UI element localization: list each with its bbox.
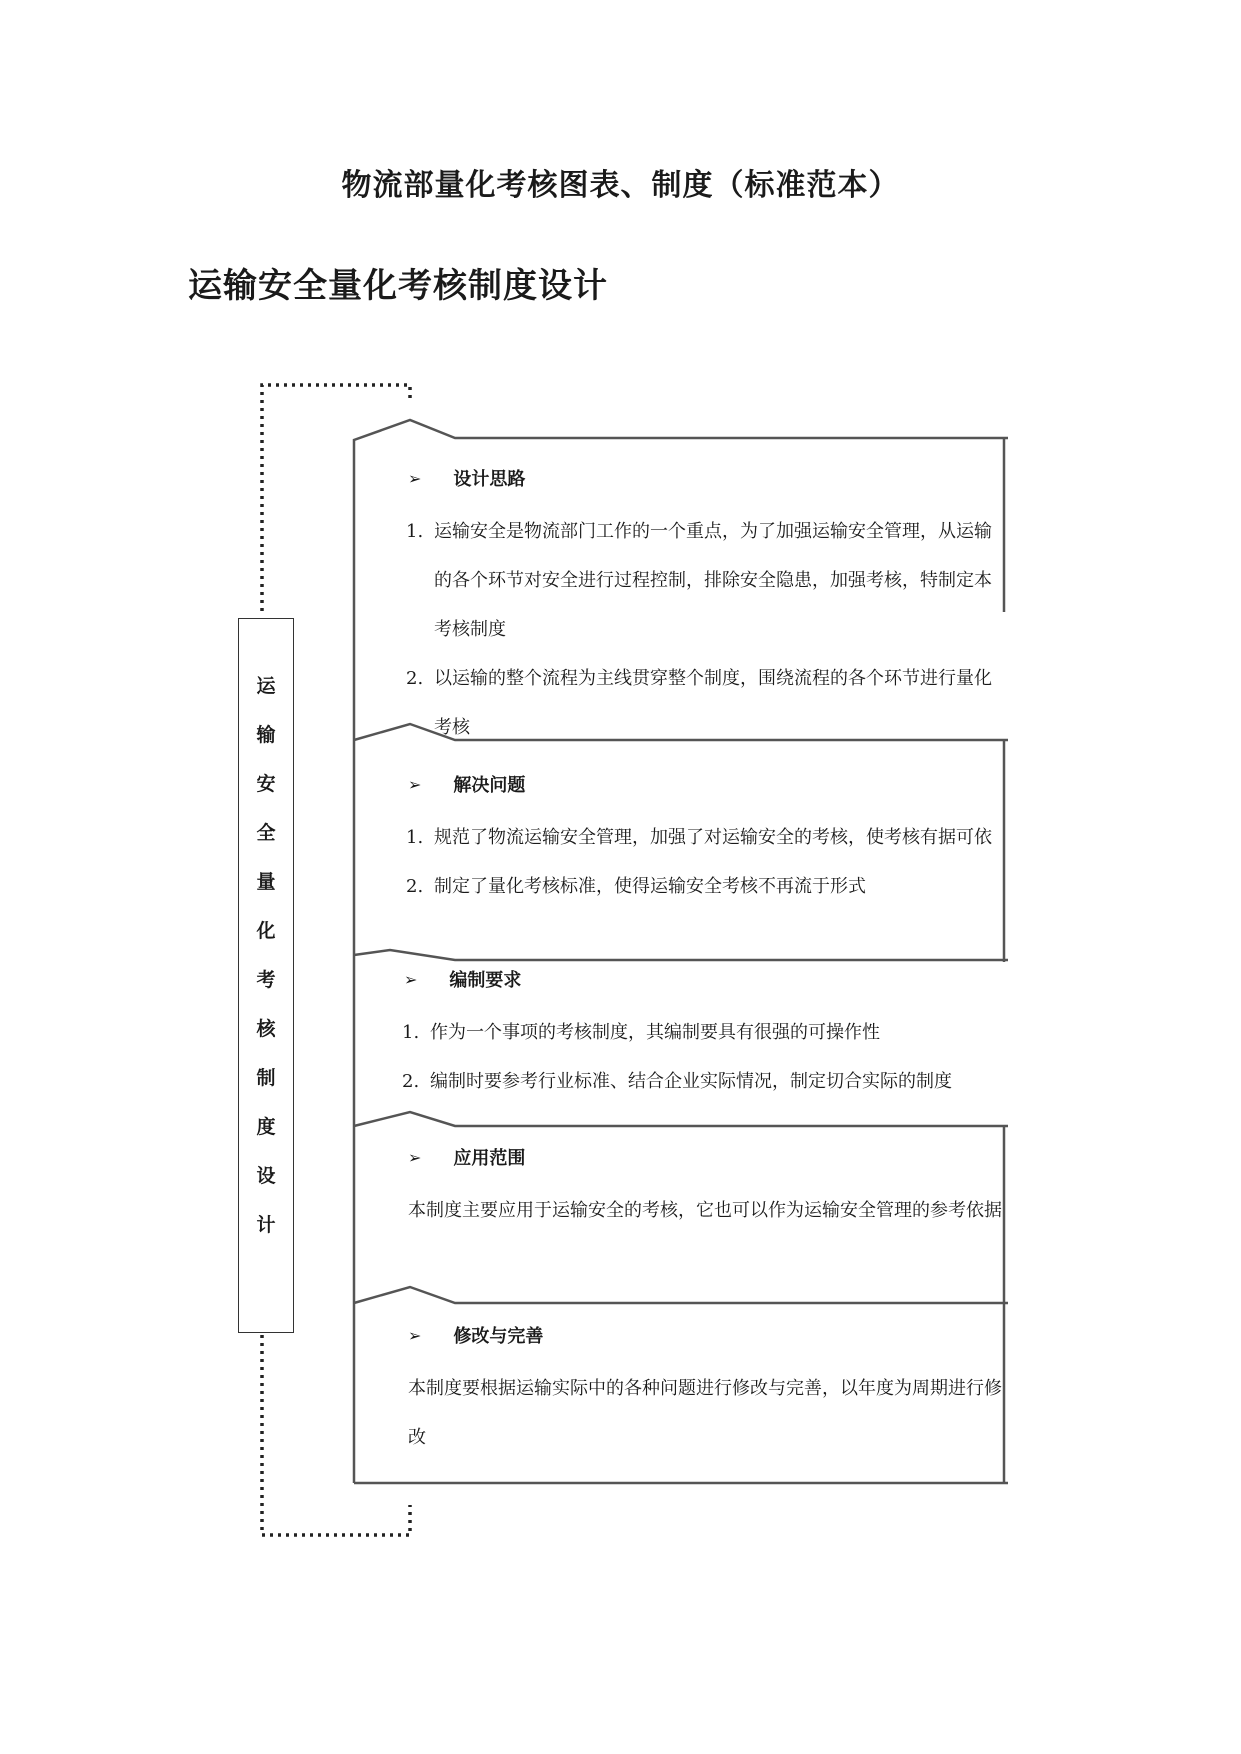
- heading-text: 设计思路: [453, 469, 526, 490]
- page-title: 物流部量化考核图表、制度（标准范本）: [341, 168, 900, 203]
- item-text: 规范了物流运输安全管理，加强了对运输安全的考核，使考核有据可依: [434, 827, 992, 848]
- panel-heading: [408, 771, 1008, 797]
- section-title: 运输安全量化考核制度设计: [188, 266, 608, 306]
- panel-design-approach: [358, 465, 1008, 752]
- item-number: 2.: [402, 1071, 420, 1092]
- list-item: [406, 654, 1008, 752]
- panel-revision: [358, 1322, 1008, 1462]
- vertical-char: 核: [256, 1018, 276, 1040]
- panel-application-scope: [358, 1144, 1008, 1235]
- heading-text: 修改与完善: [453, 1326, 544, 1347]
- arrow-bullet-icon: ➢: [408, 1325, 422, 1345]
- vertical-char: 设: [256, 1165, 276, 1187]
- arrow-bullet-icon: ➢: [408, 468, 422, 488]
- item-text: 编制时要参考行业标准、结合企业实际情况，制定切合实际的制度: [430, 1071, 952, 1092]
- vertical-char: 制: [256, 1067, 276, 1089]
- panel-heading: [408, 1144, 1008, 1170]
- item-text: 作为一个事项的考核制度，其编制要具有很强的可操作性: [430, 1022, 880, 1043]
- list-item: [406, 813, 1008, 862]
- panel-heading: [404, 966, 1008, 992]
- heading-text: 编制要求: [449, 970, 522, 991]
- panel-heading: [408, 1322, 1008, 1348]
- vertical-char: 计: [256, 1214, 276, 1236]
- list-item: [402, 1008, 1008, 1057]
- vertical-char: 输: [256, 724, 276, 746]
- item-number: 2.: [406, 876, 424, 897]
- arrow-bullet-icon: ➢: [408, 774, 422, 794]
- list-item: [402, 1057, 1008, 1106]
- list-item: [406, 862, 1008, 911]
- item-number: 1.: [402, 1022, 420, 1043]
- vertical-char: 化: [256, 920, 276, 942]
- item-text: 以运输的整个流程为主线贯穿整个制度，围绕流程的各个环节进行量化考核: [434, 668, 992, 738]
- heading-text: 应用范围: [453, 1148, 526, 1169]
- heading-text: 解决问题: [453, 775, 526, 796]
- item-text: 制定了量化考核标准，使得运输安全考核不再流于形式: [434, 876, 866, 897]
- vertical-char: 量: [256, 871, 276, 893]
- panel-text: 本制度要根据运输实际中的各种问题进行修改与完善，以年度为周期进行修改: [408, 1378, 1002, 1448]
- vertical-char: 度: [256, 1116, 276, 1138]
- list-item: [406, 507, 1008, 654]
- item-number: 2.: [406, 668, 424, 689]
- arrow-bullet-icon: ➢: [408, 1147, 422, 1167]
- vertical-char: 安: [256, 773, 276, 795]
- vertical-label-box: [238, 618, 294, 1333]
- panel-problems-solved: [358, 771, 1008, 911]
- item-number: 1.: [406, 521, 424, 542]
- panel-compilation-requirements: [358, 966, 1008, 1106]
- vertical-char: 全: [256, 822, 276, 844]
- item-text: 运输安全是物流部门工作的一个重点，为了加强运输安全管理，从运输的各个环节对安全进行过程控制，排除安全隐患，加强考核，特制定本考核制度: [434, 521, 992, 640]
- item-number: 1.: [406, 827, 424, 848]
- vertical-char: 考: [256, 969, 276, 991]
- vertical-char: 运: [256, 675, 276, 697]
- panel-heading: [408, 465, 1008, 491]
- arrow-bullet-icon: ➢: [404, 969, 418, 989]
- panel-text: 本制度主要应用于运输安全的考核，它也可以作为运输安全管理的参考依据: [408, 1200, 1002, 1221]
